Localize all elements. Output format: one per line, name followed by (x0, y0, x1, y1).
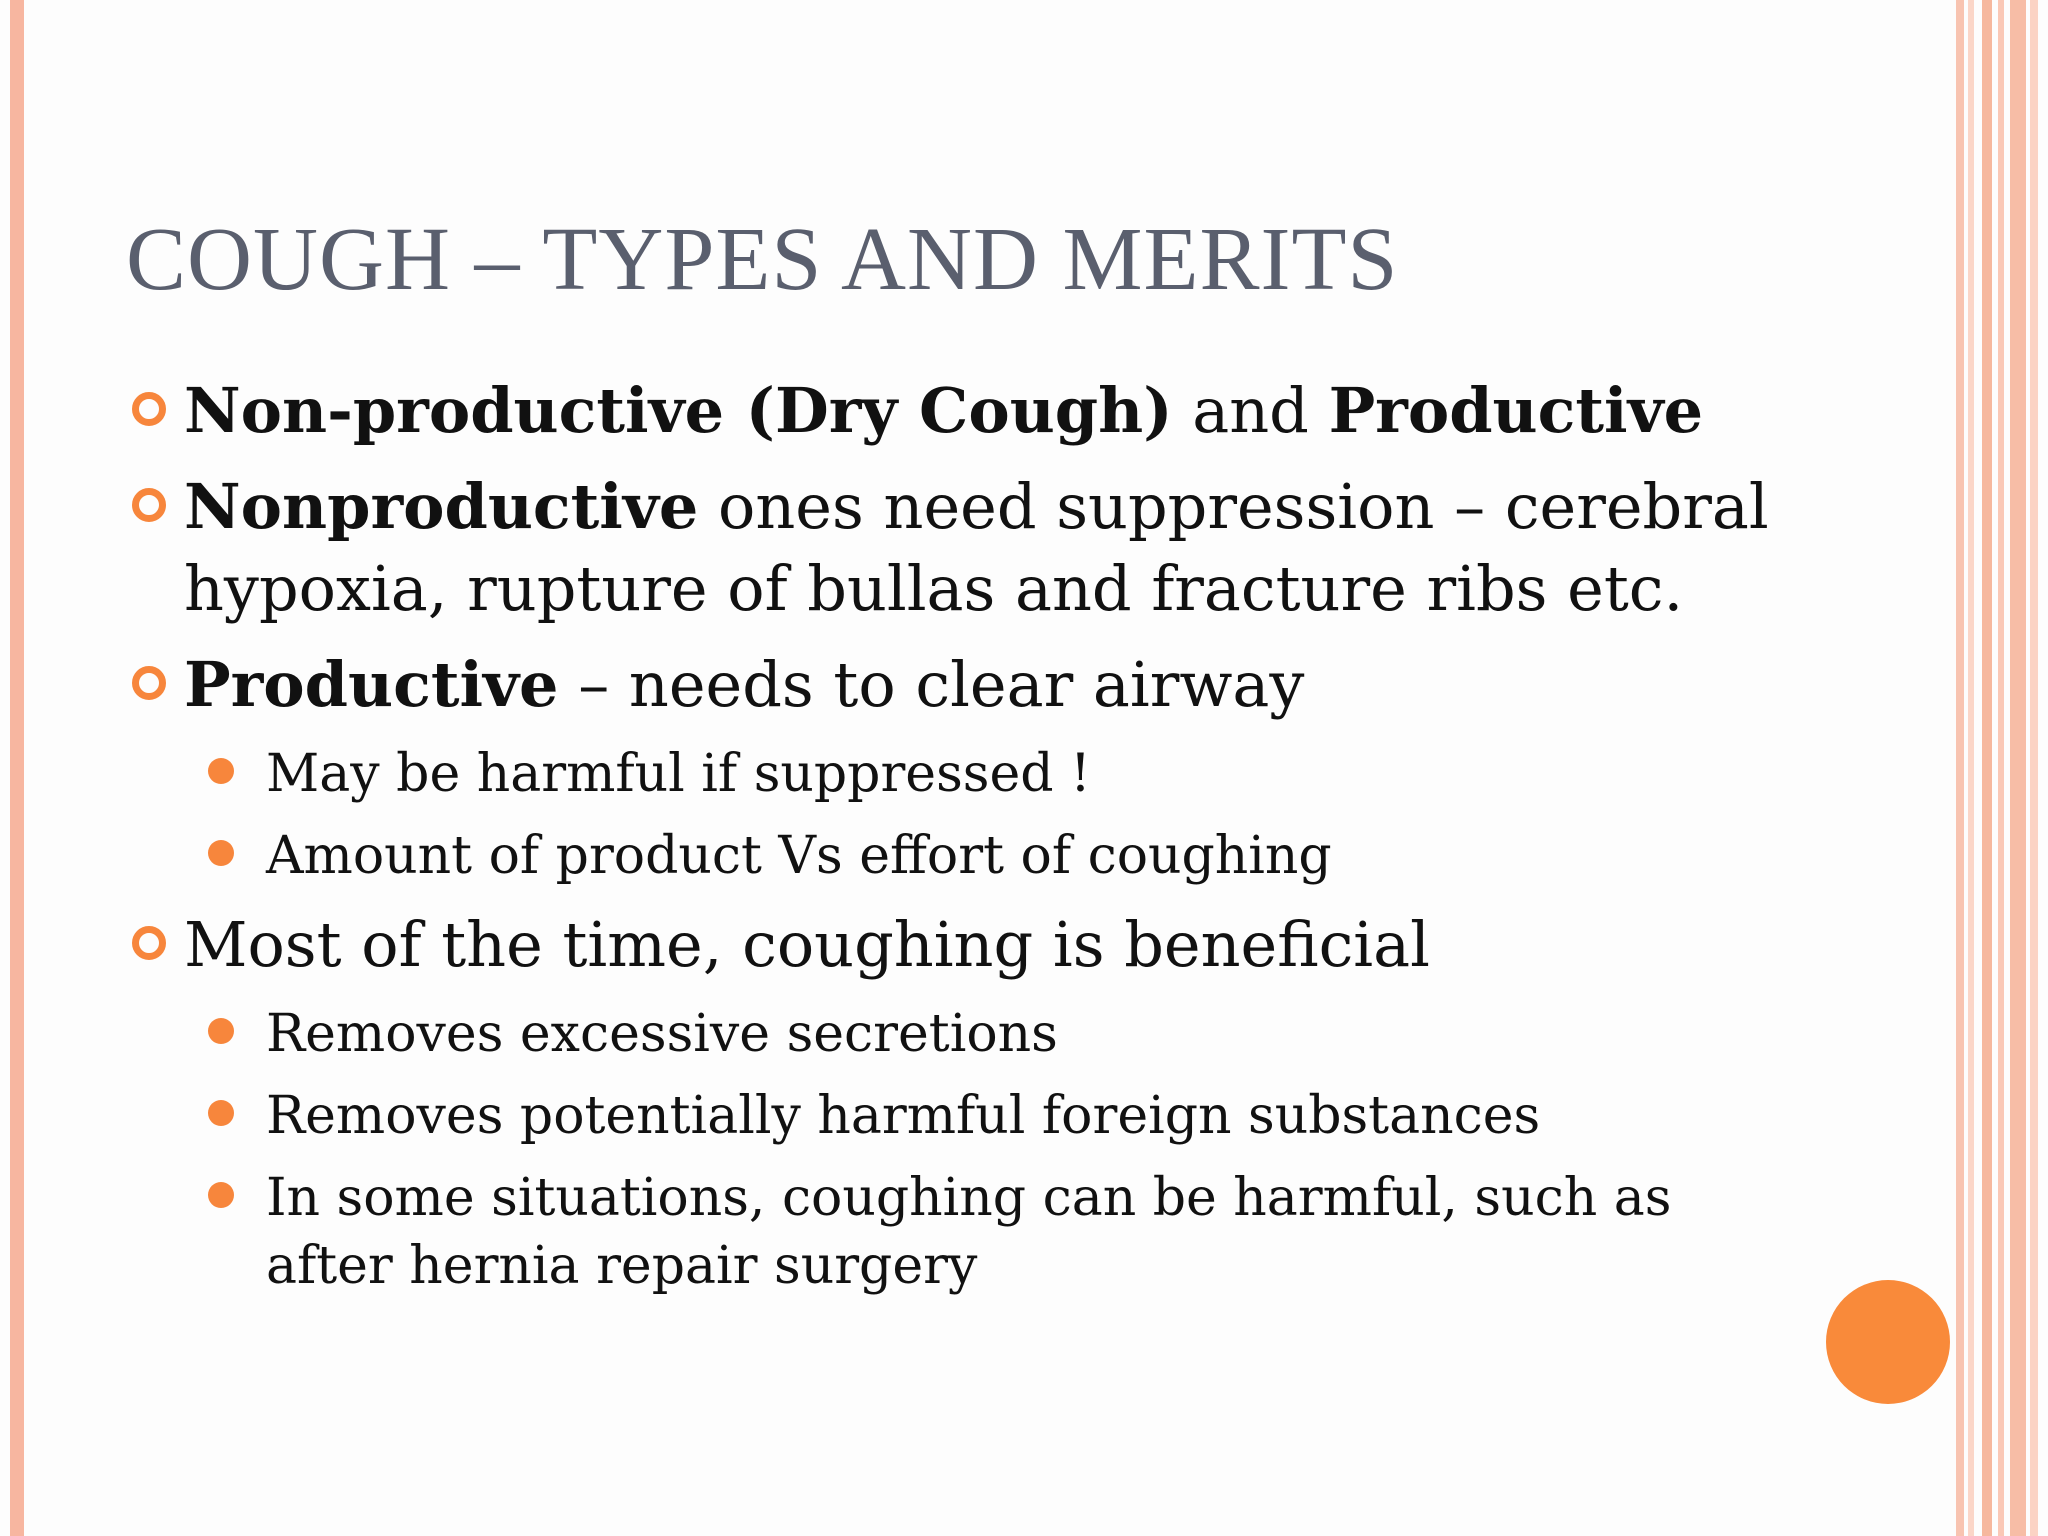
bullet-text: – needs to clear airway (558, 648, 1305, 721)
ring-bullet-icon (132, 392, 166, 426)
dot-bullet-icon (208, 1100, 234, 1126)
ring-bullet-icon (132, 926, 166, 960)
sub-bullet-item (130, 740, 1770, 808)
ring-bullet-icon (132, 666, 166, 700)
sub-bullet-item (130, 1000, 1770, 1068)
bullet-bold-text: Nonproductive (184, 470, 699, 543)
right-stripe (1968, 0, 1974, 1536)
bullet-item (130, 370, 1770, 452)
right-stripe (2030, 0, 2038, 1536)
sub-bullet-text: Amount of product Vs effort of coughing (266, 826, 1332, 886)
sub-bullet-text: In some situations, coughing can be harmful, such as after hernia repair surgery (266, 1168, 1672, 1296)
dot-bullet-icon (208, 840, 234, 866)
bullet-text: Most of the time, coughing is beneficial (184, 908, 1430, 981)
slide-title: COUGH – TYPES AND MERITS (126, 210, 1399, 309)
left-border-bar (10, 0, 24, 1536)
dot-bullet-icon (208, 758, 234, 784)
sub-bullet-text: Removes potentially harmful foreign substances (266, 1086, 1541, 1146)
bullet-item (130, 466, 1770, 630)
decorative-circle (1826, 1280, 1950, 1404)
dot-bullet-icon (208, 1182, 234, 1208)
right-stripe (1982, 0, 1992, 1536)
sub-bullet-item (130, 1164, 1770, 1300)
sub-bullet-item (130, 1082, 1770, 1150)
bullet-bold-text: Productive (1328, 374, 1704, 447)
right-stripe (1956, 0, 1964, 1536)
right-stripe (2010, 0, 2026, 1536)
sub-bullet-item (130, 822, 1770, 890)
bullet-text: ones need suppression – cerebral hypoxia, rupture of bullas and fracture ribs etc. (184, 470, 1769, 625)
right-stripe (1998, 0, 2004, 1536)
bullet-item (130, 644, 1770, 726)
bullet-text: and (1172, 374, 1329, 447)
bullet-list (130, 370, 1770, 1314)
sub-bullet-text: Removes excessive secretions (266, 1004, 1058, 1064)
bullet-bold-text: Non-productive (Dry Cough) (184, 374, 1173, 447)
ring-bullet-icon (132, 488, 166, 522)
bullet-item (130, 904, 1770, 986)
bullet-bold-text: Productive (184, 648, 559, 721)
sub-bullet-text: May be harmful if suppressed ! (266, 744, 1091, 804)
dot-bullet-icon (208, 1018, 234, 1044)
